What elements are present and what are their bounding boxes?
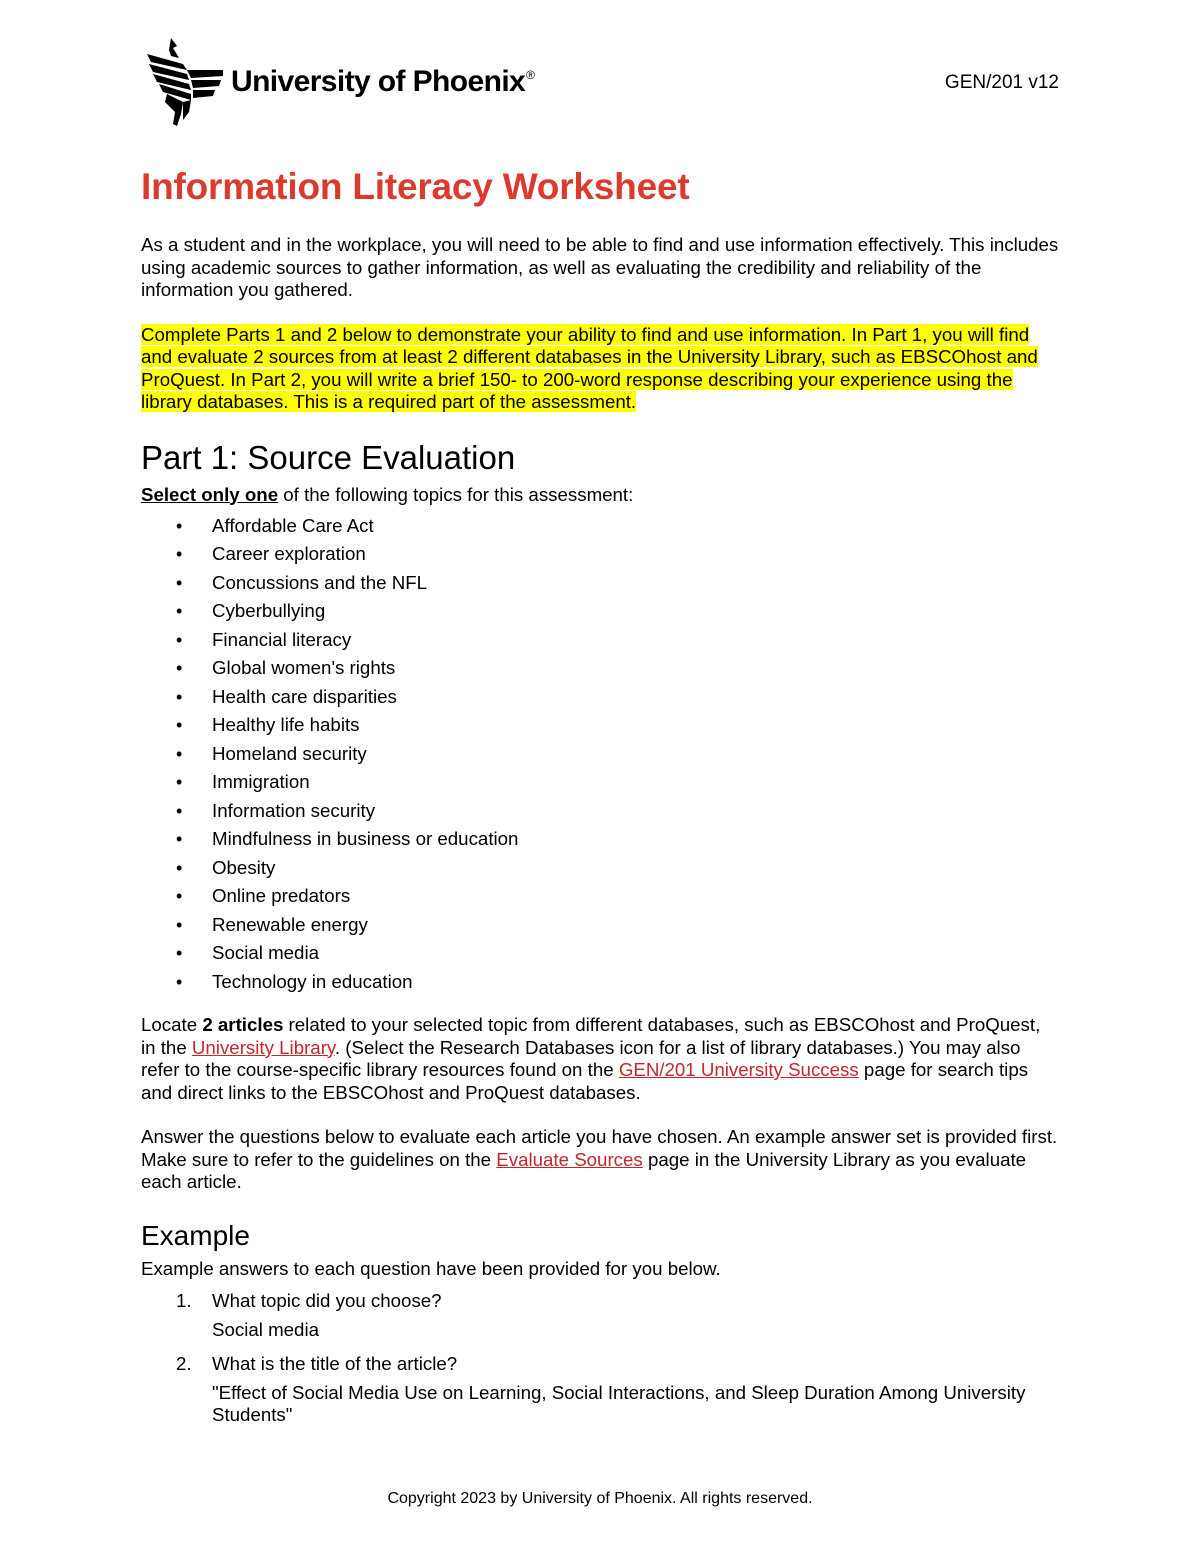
topic-label: Career exploration xyxy=(212,543,366,564)
topic-list-item xyxy=(141,626,1059,655)
bullet-icon: • xyxy=(176,715,183,735)
topic-list-item xyxy=(141,540,1059,569)
topic-label: Global women's rights xyxy=(212,657,396,678)
topic-label: Health care disparities xyxy=(212,685,397,707)
topic-list-item xyxy=(141,683,1059,712)
highlighted-instructions: Complete Parts 1 and 2 below to demonstrate your ability to find and use information. In Part 1, you will find and evaluate 2 sources from at least 2 different databases in the University Library, such as EBSCOhost and ProQuest. In Part 2, you will write a brief 150- to 200-word response describing your experience using the library databases. This is a required part of the assessment. xyxy=(141,323,1038,412)
answer-text: Social media xyxy=(212,1318,319,1340)
question-number: 2. xyxy=(176,1353,192,1374)
select-emphasis: Select only one xyxy=(141,483,279,505)
bullet-icon: • xyxy=(176,658,183,678)
topic-label: Online predators xyxy=(212,885,351,906)
topics-list xyxy=(141,512,1059,997)
topic-label: Cyberbullying xyxy=(212,600,326,621)
question-number: 1. xyxy=(176,1290,192,1311)
bullet-icon: • xyxy=(176,544,183,564)
bullet-icon: • xyxy=(176,971,183,992)
topic-list-item xyxy=(141,939,1059,968)
topic-label: Concussions and the NFL xyxy=(212,571,428,593)
instructions-paragraph xyxy=(141,324,1059,414)
topic-list-item xyxy=(141,654,1059,683)
logo-wordmark: University of Phoenix® xyxy=(231,65,535,98)
bullet-icon: • xyxy=(176,800,183,821)
topic-label: Healthy life habits xyxy=(212,714,360,735)
topic-label: Homeland security xyxy=(212,742,367,764)
answer-text: "Effect of Social Media Use on Learning, Social Interactions, and Sleep Duration Among University Students" xyxy=(212,1381,1026,1425)
bullet-icon: • xyxy=(176,743,183,764)
bullet-icon: • xyxy=(176,686,183,707)
topic-label: Obesity xyxy=(212,856,276,878)
topic-label: Social media xyxy=(212,942,319,963)
topic-label: Technology in education xyxy=(212,970,413,992)
bullet-icon: • xyxy=(176,829,183,849)
topic-list-item xyxy=(141,512,1059,541)
university-library-link[interactable]: University Library xyxy=(191,1036,335,1058)
topic-list-item xyxy=(141,797,1059,826)
question-text: What topic did you choose? xyxy=(212,1290,442,1311)
locate-paragraph: Locate 2 articles related to your selected topic from different databases, such as EBSCOhost and ProQuest, in the University Library. (Select the Research Databases icon for a list of library databases.) You may also refer to the course-specific library resources found on the GEN/201 University Success page for search tips and direct links to the EBSCOhost and ProQuest databases. xyxy=(141,1014,1041,1103)
topic-list-item xyxy=(141,597,1059,626)
topic-list-item xyxy=(141,882,1059,911)
example-question-item xyxy=(141,1353,1059,1427)
bullet-icon: • xyxy=(176,572,183,593)
example-question-item xyxy=(141,1290,1059,1341)
part1-heading: Part 1: Source Evaluation xyxy=(141,438,516,476)
topic-label: Immigration xyxy=(212,771,310,792)
topic-list-item xyxy=(141,825,1059,854)
course-code: GEN/201 v12 xyxy=(944,72,1059,93)
topic-label: Information security xyxy=(212,799,376,821)
topic-list-item xyxy=(141,740,1059,769)
copyright-footer: Copyright 2023 by University of Phoenix. All rights reserved. xyxy=(387,1490,813,1507)
topic-list-item xyxy=(141,569,1059,598)
topic-label: Renewable energy xyxy=(212,913,368,935)
topic-list-item xyxy=(141,768,1059,797)
topic-list-item xyxy=(141,968,1059,997)
answer-paragraph: Answer the questions below to evaluate each article you have chosen. An example answer set is provided first. Make sure to refer to the guidelines on the Evaluate Sources page in the University Library as you evaluate each article. xyxy=(141,1126,1058,1192)
topic-list-item xyxy=(141,711,1059,740)
topic-label: Financial literacy xyxy=(212,628,352,650)
bullet-icon: • xyxy=(176,943,183,963)
university-logo xyxy=(143,36,534,128)
bullet-icon: • xyxy=(176,914,183,935)
page-title: Information Literacy Worksheet xyxy=(141,166,690,207)
question-text: What is the title of the article? xyxy=(212,1353,458,1374)
topic-list-item xyxy=(141,854,1059,883)
phoenix-bird-icon xyxy=(143,36,225,128)
bullet-icon: • xyxy=(176,772,183,792)
topic-list-item xyxy=(141,911,1059,940)
select-instruction: Select only one of the following topics for this assessment: xyxy=(141,483,634,505)
evaluate-sources-link[interactable]: Evaluate Sources xyxy=(496,1148,643,1170)
bullet-icon: • xyxy=(176,601,183,621)
bullet-icon: • xyxy=(176,515,183,536)
bullet-icon: • xyxy=(176,629,183,650)
bullet-icon: • xyxy=(176,886,183,906)
example-heading: Example xyxy=(141,1219,250,1251)
intro-paragraph: As a student and in the workplace, you will need to be able to find and use information effectively. This includes using academic sources to gather information, as well as evaluating the credibility and reliability of the information you gathered. xyxy=(141,234,1059,300)
topic-label: Affordable Care Act xyxy=(212,514,374,536)
topic-label: Mindfulness in business or education xyxy=(212,828,519,849)
example-intro: Example answers to each question have been provided for you below. xyxy=(141,1257,721,1279)
bullet-icon: • xyxy=(176,857,183,878)
example-questions-list xyxy=(141,1290,1059,1427)
document-body xyxy=(141,160,1059,1439)
gen201-university-success-link[interactable]: GEN/201 University Success xyxy=(618,1059,859,1080)
